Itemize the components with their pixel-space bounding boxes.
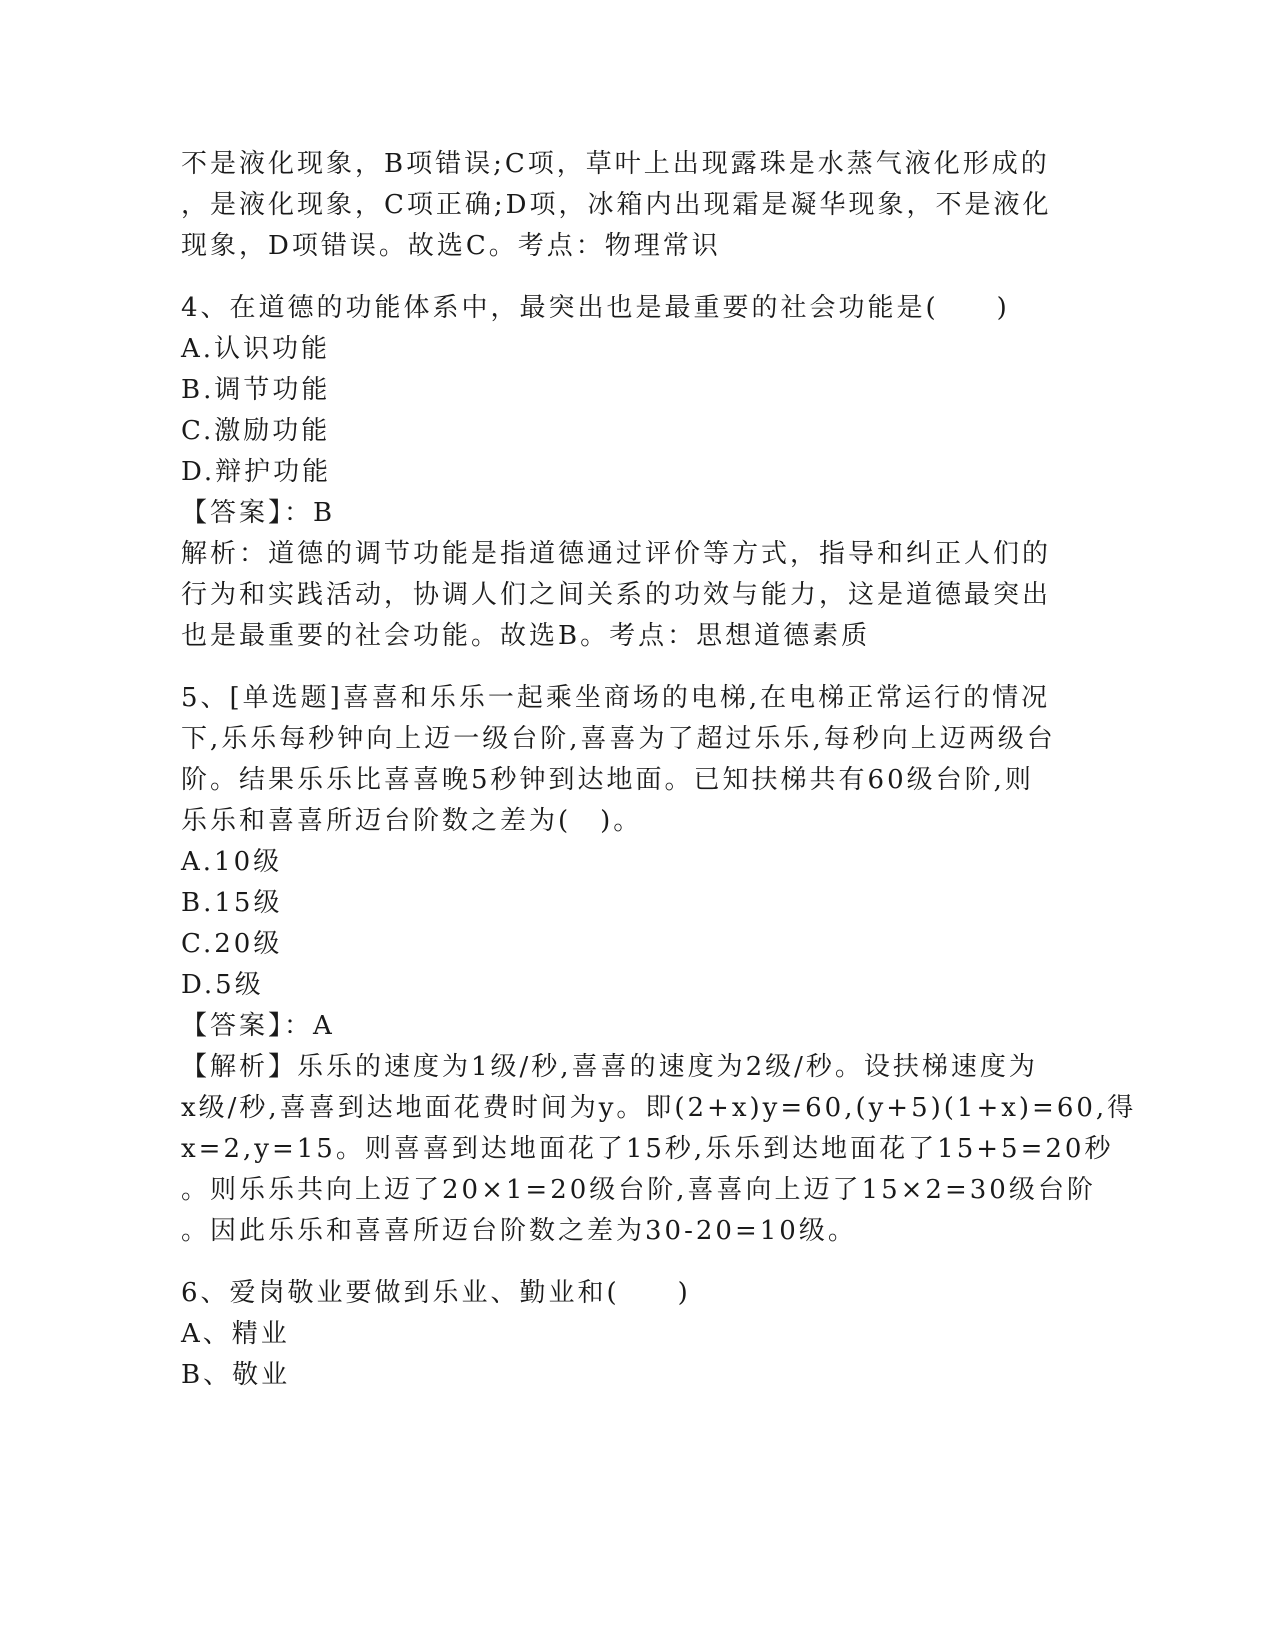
explanation-line: ，是液化现象，C项正确;D项，冰箱内出现霜是凝华现象，不是液化 [181, 190, 1052, 220]
explanation-line: x=2,y=15。则喜喜到达地面花了15秒,乐乐到达地面花了15+5=20秒 [181, 1134, 1114, 1164]
explanation-line: 【解析】乐乐的速度为1级/秒,喜喜的速度为2级/秒。设扶梯速度为 [181, 1052, 1038, 1082]
explanation-line: 行为和实践活动，协调人们之间关系的功效与能力，这是道德最突出 [181, 580, 1052, 610]
option-c: C.激励功能 [181, 416, 331, 446]
explanation-line: x级/秒,喜喜到达地面花费时间为y。即(2+x)y=60,(y+5)(1+x)=60,得 [181, 1093, 1137, 1123]
question-text-line: 乐乐和喜喜所迈台阶数之差为( )。 [181, 806, 643, 836]
document-page [181, 144, 1137, 1396]
explanation-line: 也是最重要的社会功能。故选B。考点：思想道德素质 [181, 621, 871, 651]
answer: 【答案】：A [181, 1011, 335, 1041]
question-text: 4、在道德的功能体系中，最突出也是最重要的社会功能是( ) [181, 293, 1010, 323]
question-text-line: 阶。结果乐乐比喜喜晚5秒钟到达地面。已知扶梯共有60级台阶,则 [181, 765, 1034, 795]
question-text-line: 5、[单选题]喜喜和乐乐一起乘坐商场的电梯,在电梯正常运行的情况 [181, 683, 1051, 713]
option-b: B.15级 [181, 888, 283, 918]
option-d: D.辩护功能 [181, 457, 332, 487]
option-a: A、精业 [181, 1319, 290, 1349]
option-a: A.认识功能 [181, 334, 331, 364]
explanation-line: 。因此乐乐和喜喜所迈台阶数之差为30-20=10级。 [181, 1216, 857, 1246]
option-d: D.5级 [181, 970, 264, 1000]
option-b: B.调节功能 [181, 375, 331, 405]
question-5 [181, 678, 1137, 1252]
explanation-line: 不是液化现象，B项错误;C项，草叶上出现露珠是水蒸气液化形成的 [181, 149, 1050, 179]
explanation-line: 。则乐乐共向上迈了20×1=20级台阶,喜喜向上迈了15×2=30级台阶 [181, 1175, 1096, 1205]
q3-explanation [181, 144, 1061, 267]
option-a: A.10级 [181, 847, 283, 877]
answer: 【答案】：B [181, 498, 336, 528]
option-c: C.20级 [181, 929, 283, 959]
option-b: B、敬业 [181, 1360, 291, 1390]
explanation-line: 解析：道德的调节功能是指道德通过评价等方式，指导和纠正人们的 [181, 539, 1052, 569]
question-text-line: 下,乐乐每秒钟向上迈一级台阶,喜喜为了超过乐乐,每秒向上迈两级台 [181, 724, 1056, 754]
question-4 [181, 288, 1061, 657]
question-text: 6、爱岗敬业要做到乐业、勤业和( ) [181, 1278, 691, 1308]
question-6 [181, 1273, 1061, 1396]
explanation-line: 现象，D项错误。故选C。考点：物理常识 [181, 231, 721, 261]
